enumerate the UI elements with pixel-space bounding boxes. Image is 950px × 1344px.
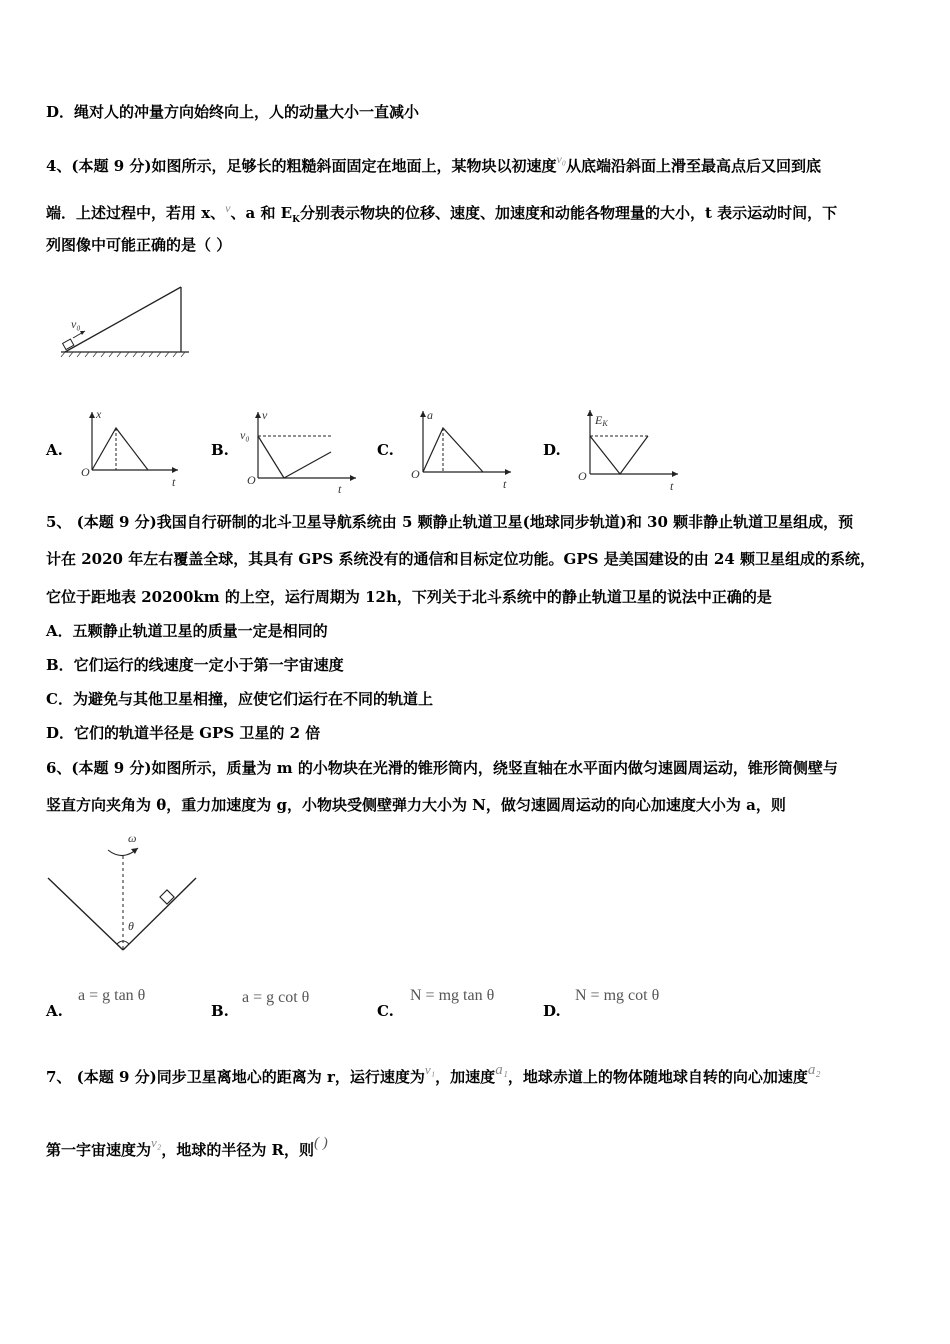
q7-line-2 bbox=[46, 1133, 328, 1160]
q4-line2-post: 、a 和 E bbox=[230, 204, 293, 222]
q5-option-c: C．为避免与其他卫星相撞，应使它们运行在不同的轨道上 bbox=[46, 690, 433, 708]
q5-option-b: B．它们运行的线速度一定小于第一宇宙速度 bbox=[46, 656, 344, 674]
q6-line-1: 6、(本题 9 分)如图所示，质量为 m 的小物块在光滑的锥形筒内，绕竖直轴在水平面内做匀速圆周运动，锥形筒侧壁与 bbox=[46, 759, 838, 777]
q5-option-a: A．五颗静止轨道卫星的质量一定是相同的 bbox=[46, 622, 328, 640]
q4-line-3: 列图像中可能正确的是（ ） bbox=[46, 236, 232, 254]
q3-option-d: D．绳对人的冲量方向始终向上，人的动量大小一直减小 bbox=[46, 103, 420, 121]
graph-b bbox=[236, 406, 361, 496]
q5-line-1: 5、 (本题 9 分)我国自行研制的北斗卫星导航系统由 5 颗静止轨道卫星(地球同步轨道)和 30 颗非静止轨道卫星组成，预 bbox=[46, 513, 854, 531]
q4-ek-sub: K bbox=[292, 215, 300, 225]
graph-c bbox=[407, 406, 517, 492]
q6-option-b-label: B. bbox=[211, 1002, 229, 1020]
graph-d bbox=[576, 404, 686, 494]
q7-line1-a: 7、 (本题 9 分)同步卫星离地心的距离为 r，运行速度为 bbox=[46, 1068, 425, 1086]
q7-a1: a₁ bbox=[495, 1062, 508, 1078]
q5-option-d: D．它们的轨道半径是 GPS 卫星的 2 倍 bbox=[46, 724, 321, 742]
q4-option-a-label: A. bbox=[46, 441, 63, 459]
incline-figure bbox=[55, 283, 195, 363]
q4-line-2 bbox=[46, 198, 837, 230]
graph-d-y-label bbox=[594, 413, 608, 428]
q6-option-a-label: A. bbox=[46, 1002, 63, 1020]
graph-c-x-label: t bbox=[503, 477, 507, 491]
graph-a bbox=[78, 406, 188, 490]
q6-option-b-formula: a = g cot θ bbox=[242, 989, 310, 1006]
graph-c-y-label: a bbox=[427, 408, 433, 422]
q4-line2-pre: 端．上述过程中，若用 x、 bbox=[46, 204, 226, 222]
q4-v0-symbol: v₀ bbox=[556, 152, 567, 166]
q5-line-3: 它位于距地表 20200km 的上空，运行周期为 12h，下列关于北斗系统中的静止轨道卫星的说法中正确的是 bbox=[46, 588, 772, 606]
q7-line-1 bbox=[46, 1060, 821, 1087]
graph-c-origin: O bbox=[411, 467, 420, 481]
graph-a-x-label: t bbox=[172, 475, 176, 489]
graph-d-y-label-main: E bbox=[595, 413, 603, 427]
q7-line2-b: ，地球的半径为 R，则 bbox=[161, 1141, 315, 1159]
omega-label: ω bbox=[128, 831, 137, 845]
q4-option-c-label: C. bbox=[377, 441, 394, 459]
q5-line-2: 计在 2020 年左右覆盖全球，其具有 GPS 系统没有的通信和目标定位功能。GPS 是美国建设的由 24 颗卫星组成的系统， bbox=[46, 550, 876, 568]
q4-v-symbol: v bbox=[225, 201, 231, 215]
q7-a2: a₂ bbox=[807, 1062, 821, 1078]
q7-v2: v₂ bbox=[151, 1135, 162, 1150]
q6-option-d-formula: N = mg cot θ bbox=[575, 987, 660, 1004]
q7-line1-b: ，加速度 bbox=[435, 1068, 496, 1086]
q6-option-a-formula: a = g tan θ bbox=[78, 987, 146, 1004]
q6-option-c-formula: N = mg tan θ bbox=[410, 987, 495, 1004]
graph-d-x-label: t bbox=[670, 479, 674, 493]
q6-line-2: 竖直方向夹角为 θ，重力加速度为 g，小物块受侧壁弹力大小为 N，做匀速圆周运动的向心加速度大小为 a，则 bbox=[46, 796, 786, 814]
q6-option-c-label: C. bbox=[377, 1002, 394, 1020]
q7-line1-c: ，地球赤道上的物体随地球自转的向心加速度 bbox=[507, 1068, 808, 1086]
graph-a-origin: O bbox=[81, 465, 90, 479]
cone-figure bbox=[46, 826, 206, 956]
q4-option-b-label: B. bbox=[211, 441, 229, 459]
incline-v0-label: v₀ bbox=[71, 317, 81, 331]
q7-answer-paren: ( ) bbox=[314, 1135, 328, 1151]
q4-option-d-label: D. bbox=[543, 441, 561, 459]
q7-line2-a: 第一宇宙速度为 bbox=[46, 1141, 152, 1159]
graph-b-origin: O bbox=[247, 473, 256, 487]
q4-line1-pre: 4、(本题 9 分)如图所示，足够长的粗糙斜面固定在地面上，某物块以初速度 bbox=[46, 157, 557, 175]
graph-d-origin: O bbox=[578, 469, 587, 483]
graph-b-x-label: t bbox=[338, 482, 342, 496]
q4-line1-post: 从底端沿斜面上滑至最高点后又回到底 bbox=[566, 157, 822, 175]
theta-label: θ bbox=[128, 919, 134, 933]
graph-d-y-label-sub: K bbox=[602, 419, 608, 428]
graph-a-y-label: x bbox=[96, 407, 102, 421]
graph-b-v0-label: v₀ bbox=[240, 428, 250, 442]
graph-b-y-label: v bbox=[262, 408, 268, 422]
q7-v1: v₁ bbox=[424, 1062, 436, 1077]
q6-option-d-label: D. bbox=[543, 1002, 561, 1020]
q4-line2-end: 分别表示物块的位移、速度、加速度和动能各物理量的大小，t 表示运动时间，下 bbox=[299, 204, 838, 222]
q4-line-1 bbox=[46, 149, 821, 176]
